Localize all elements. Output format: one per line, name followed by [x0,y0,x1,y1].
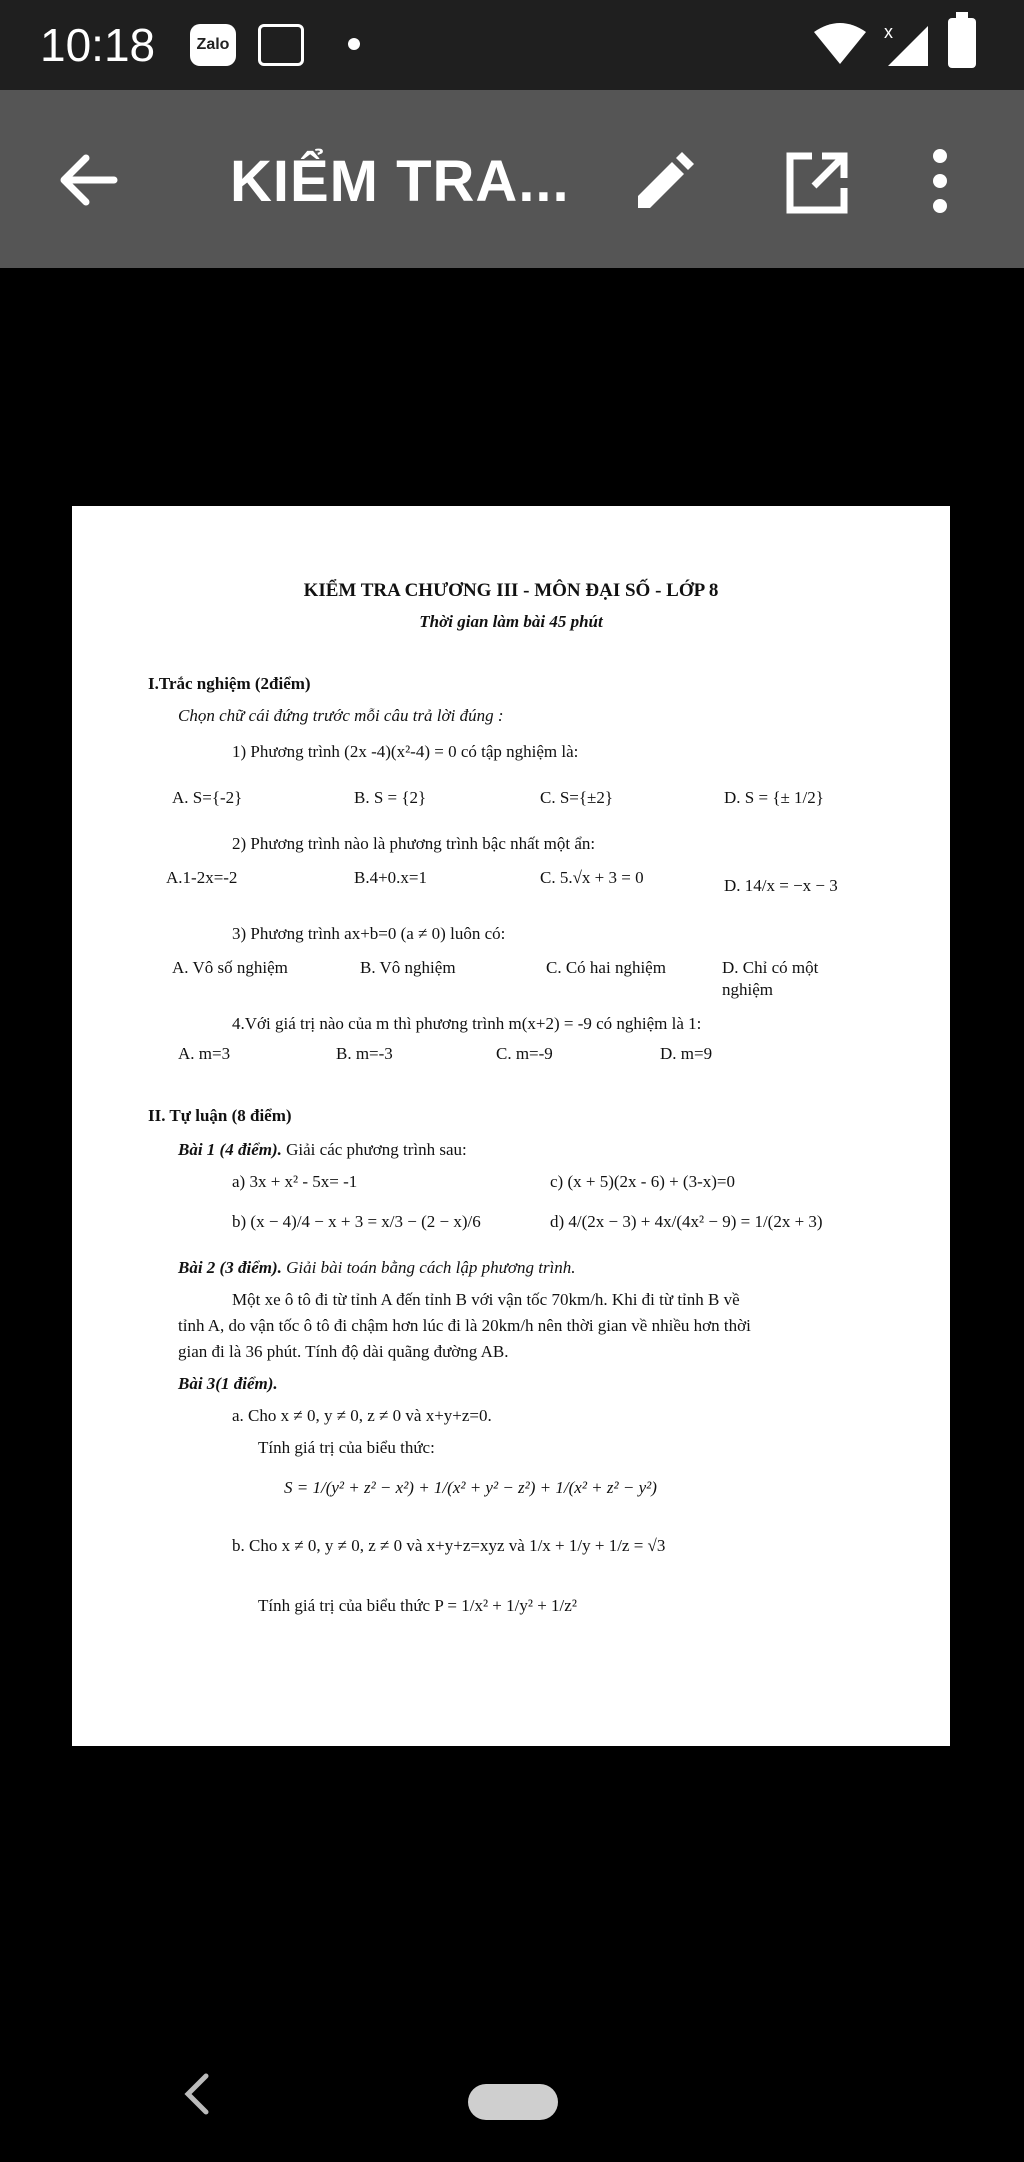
q4-option-a: A. m=3 [178,1044,231,1063]
bai3-part-a-instruction: Tính giá trị của biểu thức: [258,1438,435,1457]
section1-heading: I.Trắc nghiệm (2điểm) [148,674,311,693]
bai1-text: Giải các phương trình sau: [281,1140,467,1159]
back-arrow-icon[interactable] [58,152,118,208]
status-time: 10:18 [40,19,156,71]
q3-option-d: D. Chỉ có một [722,958,819,977]
signal-icon [880,22,930,68]
question-1: 1) Phương trình (2x -4)(x²-4) = 0 có tập nghiệm là: [232,742,579,761]
document-page [72,506,950,1746]
more-notifications-dot-icon [348,38,360,50]
q3-option-d-cont: nghiệm [722,980,773,999]
q2-option-b: B.4+0.x=1 [354,868,428,887]
bai2-header [178,1258,576,1278]
open-external-icon[interactable] [786,152,848,214]
q1-option-b: B. S = {2} [354,788,427,807]
bai2-title: Bài 2 (3 điểm). [178,1258,282,1277]
navigation-bar [0,2030,1024,2162]
question-4: 4.Với giá trị nào của m thì phương trình m(x+2) = -9 có nghiệm là 1: [232,1014,702,1033]
exam-time: Thời gian làm bài 45 phút [419,612,603,631]
bai3-part-a: a. Cho x ≠ 0, y ≠ 0, z ≠ 0 và x+y+z=0. [232,1406,492,1425]
nav-home-pill[interactable] [468,2084,558,2120]
q2-option-a: A.1-2x=-2 [166,868,238,887]
q3-option-b: B. Vô nghiệm [360,958,456,977]
q2-option-d: D. 14/x = −x − 3 [724,876,838,895]
q1-option-d: D. S = {± 1/2} [724,788,824,807]
wifi-icon [812,22,868,66]
zalo-icon: Zalo [190,24,236,66]
nav-back-icon[interactable] [182,2072,210,2116]
q4-option-b: B. m=-3 [336,1044,393,1063]
section2-heading: II. Tự luận (8 điểm) [148,1106,292,1125]
svg-text:x: x [884,22,893,42]
bai1-a: a) 3x + x² - 5x= -1 [232,1172,358,1191]
more-options-icon[interactable] [930,148,950,214]
edit-pencil-icon[interactable] [632,152,694,214]
battery-icon [948,18,976,68]
status-bar [0,0,1024,90]
q1-option-a: A. S={-2} [172,788,243,807]
app-toolbar [0,90,1024,268]
contacts-notification-icon [258,24,304,66]
bai1-header [178,1140,467,1160]
bai2-paragraph-line1: Một xe ô tô đi từ tỉnh A đến tỉnh B với vận tốc 70km/h. Khi đi từ tỉnh B về [232,1290,740,1309]
bai3-part-b: b. Cho x ≠ 0, y ≠ 0, z ≠ 0 và x+y+z=xyz và 1/x + 1/y + 1/z = √3 [232,1536,666,1555]
bai3-expression-s: S = 1/(y² + z² − x²) + 1/(x² + y² − z²) + 1/(x² + z² − y²) [284,1478,657,1497]
bai3-title: Bài 3(1 điểm). [178,1374,278,1393]
bai1-title: Bài 1 (4 điểm). [178,1140,282,1159]
q4-option-c: C. m=-9 [496,1044,553,1063]
q1-option-c: C. S={±2} [540,788,614,807]
q2-option-c: C. 5.√x + 3 = 0 [540,868,644,887]
q4-option-d: D. m=9 [660,1044,713,1063]
bai3-part-b-instruction: Tính giá trị của biểu thức P = 1/x² + 1/y² + 1/z² [258,1596,577,1615]
bai2-paragraph-line2: tỉnh A, do vận tốc ô tô đi chậm hơn lúc đi là 20km/h nên thời gian về nhiều hơn thời [178,1316,751,1335]
q3-option-c: C. Có hai nghiệm [546,958,666,977]
q3-option-a: A. Vô số nghiệm [172,958,288,977]
question-3: 3) Phương trình ax+b=0 (a ≠ 0) luôn có: [232,924,506,943]
bai2-text: Giải bài toán bằng cách lập phương trình. [281,1258,576,1277]
section1-instruction: Chọn chữ cái đứng trước mỗi câu trả lời đúng : [178,706,504,725]
bai1-b: b) (x − 4)/4 − x + 3 = x/3 − (2 − x)/6 [232,1212,481,1231]
document-title: KIỂM TRA... [230,149,570,214]
bai1-d: d) 4/(2x − 3) + 4x/(4x² − 9) = 1/(2x + 3) [550,1212,823,1231]
question-2: 2) Phương trình nào là phương trình bậc nhất một ẩn: [232,834,596,853]
exam-title: KIỂM TRA CHƯƠNG III - MÔN ĐẠI SỐ - LỚP 8 [303,580,719,601]
bai1-c: c) (x + 5)(2x - 6) + (3-x)=0 [550,1172,736,1191]
bai2-paragraph-line3: gian đi là 36 phút. Tính độ dài quãng đường AB. [178,1342,509,1361]
